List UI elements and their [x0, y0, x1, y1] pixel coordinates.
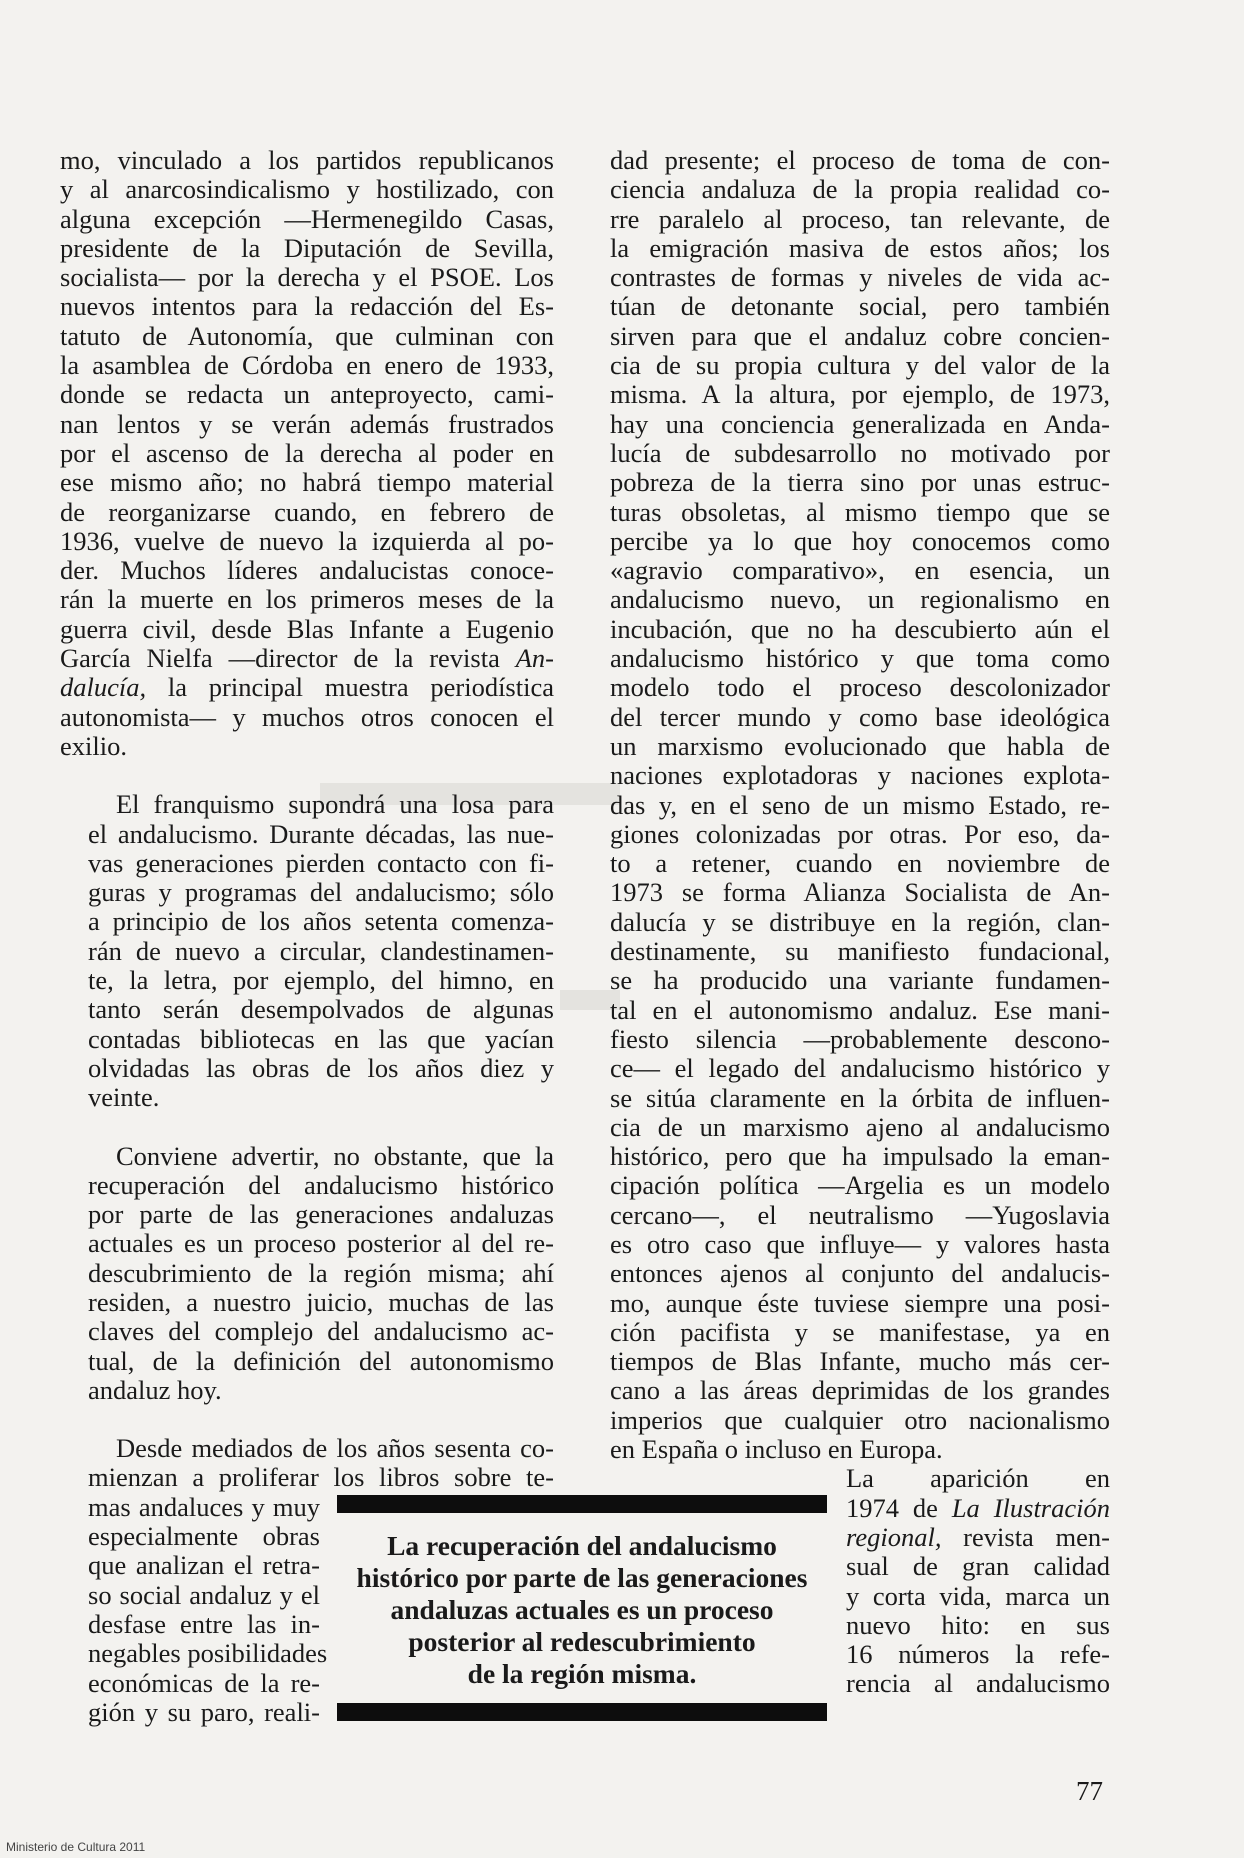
text-line: sirven para que el andaluz cobre concien- — [610, 320, 1110, 351]
text-line: mienzan a proliferar los libros sobre te- — [88, 1462, 554, 1493]
text-line: por parte de las generaciones andaluzas — [88, 1199, 554, 1230]
text-line: gión y su paro, reali- — [88, 1696, 320, 1727]
text-line: andalucismo nuevo, un regionalismo en — [610, 584, 1110, 615]
text-line: vas generaciones pierden contacto con fi- — [88, 847, 554, 878]
text-line: Desde mediados de los años sesenta co- — [116, 1433, 554, 1464]
text-line: veinte. — [88, 1082, 160, 1113]
text-line: en España o incluso en Europa. — [610, 1434, 943, 1465]
text-line: ese mismo año; no habrá tiempo material — [60, 467, 554, 498]
text-line: cia de su propia cultura y del valor de la — [610, 350, 1110, 381]
text-line: 1936, vuelve de nuevo la izquierda al po- — [60, 525, 554, 556]
text-line: rán de nuevo a circular, clandestinamen- — [88, 935, 554, 966]
text-line: a principio de los años setenta comenza- — [88, 906, 554, 937]
text-line: dalucía y se distribuye en la región, clan- — [610, 906, 1110, 937]
text-line: destinamente, su manifiesto fundacional, — [610, 936, 1110, 967]
text-line: ciencia andaluza de la propia realidad co- — [610, 174, 1110, 205]
text-line: socialista— por la derecha y el PSOE. Los — [60, 262, 554, 293]
page-number: 77 — [1076, 1776, 1103, 1806]
pull-quote — [337, 1530, 827, 1690]
text-line: «agravio comparativo», en esencia, un — [610, 555, 1110, 586]
text-line: andalucismo histórico y que toma como — [610, 643, 1110, 674]
pull-quote-line: posterior al redescubrimiento — [408, 1626, 756, 1657]
text-line: guerra civil, desde Blas Infante a Eugenio — [60, 613, 554, 644]
text-line: 16 números la refe- — [846, 1639, 1110, 1670]
text-line: dalucía, la principal muestra periodística — [60, 672, 554, 703]
text-line: tatuto de Autonomía, que culminan con — [60, 320, 554, 351]
pull-quote-line: histórico por parte de las generaciones — [356, 1562, 808, 1593]
text-line: la asamblea de Córdoba en enero de 1933, — [60, 350, 554, 381]
text-line: contrastes de formas y niveles de vida ac- — [610, 262, 1110, 293]
text-line: regional, revista men- — [846, 1521, 1110, 1552]
left-column — [60, 146, 554, 1727]
text-line: 1974 de La Ilustración — [846, 1492, 1110, 1523]
text-line: to a retener, cuando en noviembre de — [610, 848, 1110, 879]
archive-credit: Ministerio de Cultura 2011 — [6, 1840, 146, 1854]
text-line: autonomista— y muchos otros conocen el — [60, 701, 554, 732]
text-line: sual de gran calidad — [846, 1551, 1110, 1582]
text-line: especialmente obras — [88, 1521, 320, 1552]
text-line: nuevos intentos para la redacción del Es- — [60, 291, 554, 322]
text-line: que analizan el retra- — [88, 1550, 320, 1581]
text-line: der. Muchos líderes andalucistas conoce- — [60, 555, 554, 586]
text-line: modelo todo el proceso descolonizador — [610, 672, 1110, 703]
text-line: túan de detonante social, pero también — [610, 291, 1110, 322]
paragraph — [610, 146, 1110, 1464]
text-line: la emigración masiva de estos años; los — [610, 232, 1110, 263]
text-line: nan lentos y se verán además frustrados — [60, 408, 554, 439]
text-line: rre paralelo al proceso, tan relevante, de — [610, 203, 1110, 234]
text-line: das y, en el seno de un mismo Estado, re- — [610, 789, 1110, 820]
text-line: cipación política —Argelia es un modelo — [610, 1170, 1110, 1201]
text-line: desfase entre las in- — [88, 1608, 320, 1639]
text-line: naciones explotadoras y naciones explota- — [610, 760, 1110, 791]
text-line: claves del complejo del andalucismo ac- — [88, 1316, 554, 1347]
text-line: García Nielfa —director de la revista An- — [60, 643, 554, 674]
pull-quote-rule-bottom — [337, 1703, 827, 1721]
text-line: recuperación del andalucismo histórico — [88, 1169, 554, 1200]
right-column — [610, 146, 1110, 1699]
text-line: misma. A la altura, por ejemplo, de 1973, — [610, 379, 1110, 410]
text-line: nuevo hito: en sus — [846, 1609, 1110, 1640]
text-line: presidente de la Diputación de Sevilla, — [60, 232, 554, 263]
text-line: es otro caso que influye— y valores hasta — [610, 1228, 1110, 1259]
text-line: contadas bibliotecas en las que yacían — [88, 1023, 554, 1054]
text-line: imperios que cualquier otro nacionalismo — [610, 1404, 1110, 1435]
text-line: por el ascenso de la derecha al poder en — [60, 437, 554, 468]
text-line: so social andaluz y el — [88, 1579, 320, 1610]
paragraph — [60, 790, 554, 1112]
text-line: residen, a nuestro juicio, muchas de las — [88, 1286, 554, 1317]
text-line: rán la muerte en los primeros meses de la — [60, 584, 554, 615]
text-line: mas andaluces y muy — [88, 1491, 320, 1522]
pull-quote-line: andaluzas actuales es un proceso — [390, 1594, 774, 1625]
paragraph — [60, 146, 554, 761]
text-line: un marxismo evolucionado que habla de — [610, 730, 1110, 761]
text-line: El franquismo supondrá una losa para — [116, 789, 554, 820]
text-line: del tercer mundo y como base ideológica — [610, 701, 1110, 732]
pull-quote-rule-top — [337, 1495, 827, 1513]
text-line: fiesto silencia —probablemente descono- — [610, 1023, 1110, 1054]
text-line: y corta vida, marca un — [846, 1580, 1110, 1611]
text-line: incubación, que no ha descubierto aún el — [610, 613, 1110, 644]
text-line: y al anarcosindicalismo y hostilizado, con — [60, 174, 554, 205]
text-line: tal en el autonomismo andaluz. Ese mani- — [610, 994, 1110, 1025]
text-line: giones colonizadas por otras. Por eso, da- — [610, 818, 1110, 849]
text-line: te, la letra, por ejemplo, del himno, en — [88, 965, 554, 996]
text-line: alguna excepción —Hermenegildo Casas, — [60, 203, 554, 234]
text-line: rencia al andalucismo — [846, 1668, 1110, 1699]
text-line: cia de un marxismo ajeno al andalucismo — [610, 1111, 1110, 1142]
text-line: cano a las áreas deprimidas de los grandes — [610, 1375, 1110, 1406]
text-line: cercano—, el neutralismo —Yugoslavia — [610, 1199, 1110, 1230]
text-line: el andalucismo. Durante décadas, las nue- — [88, 818, 554, 849]
paragraph — [60, 1142, 554, 1406]
text-line: descubrimiento de la región misma; ahí — [88, 1257, 554, 1288]
text-line: tiempos de Blas Infante, mucho más cer- — [610, 1346, 1110, 1377]
text-line: se ha producido una variante fundamen- — [610, 965, 1110, 996]
text-line: mo, aunque éste tuviese siempre una posi- — [610, 1287, 1110, 1318]
text-line: de reorganizarse cuando, en febrero de — [60, 496, 554, 527]
text-line: 1973 se forma Alianza Socialista de An- — [610, 877, 1110, 908]
pull-quote-line: de la región misma. — [467, 1658, 697, 1689]
text-line: tanto serán desempolvados de algunas — [88, 994, 554, 1025]
text-line: entonces ajenos al conjunto del andalucis- — [610, 1258, 1110, 1289]
text-line: La aparición en — [846, 1463, 1110, 1494]
text-line: exilio. — [60, 730, 127, 761]
text-line: tual, de la definición del autonomismo — [88, 1345, 554, 1376]
text-line: percibe ya lo que hoy conocemos como — [610, 525, 1110, 556]
text-line: donde se redacta un anteproyecto, cami- — [60, 379, 554, 410]
text-line: ce— el legado del andalucismo histórico y — [610, 1053, 1110, 1084]
text-line: negables posibilidades — [88, 1638, 328, 1669]
text-line: económicas de la re- — [88, 1667, 320, 1698]
text-line: guras y programas del andalucismo; sólo — [88, 877, 554, 908]
text-line: pobreza de la tierra sino por unas estruc- — [610, 467, 1110, 498]
text-line: actuales es un proceso posterior al del re- — [88, 1228, 554, 1259]
text-line: turas obsoletas, al mismo tiempo que se — [610, 496, 1110, 527]
text-line: Conviene advertir, no obstante, que la — [116, 1140, 554, 1171]
text-line: olvidadas las obras de los años diez y — [88, 1052, 554, 1083]
text-line: histórico, pero que ha impulsado la eman- — [610, 1141, 1110, 1172]
text-line: lucía de subdesarrollo no motivado por — [610, 437, 1110, 468]
text-line: se sitúa claramente en la órbita de influen- — [610, 1082, 1110, 1113]
pull-quote-line: La recuperación del andalucismo — [387, 1530, 777, 1561]
text-line: hay una conciencia generalizada en Anda- — [610, 408, 1110, 439]
text-line: andaluz hoy. — [88, 1374, 222, 1405]
text-line: dad presente; el proceso de toma de con- — [610, 145, 1110, 175]
text-line: ción pacifista y se manifestase, ya en — [610, 1316, 1110, 1347]
text-line: mo, vinculado a los partidos republicanos — [60, 145, 554, 175]
